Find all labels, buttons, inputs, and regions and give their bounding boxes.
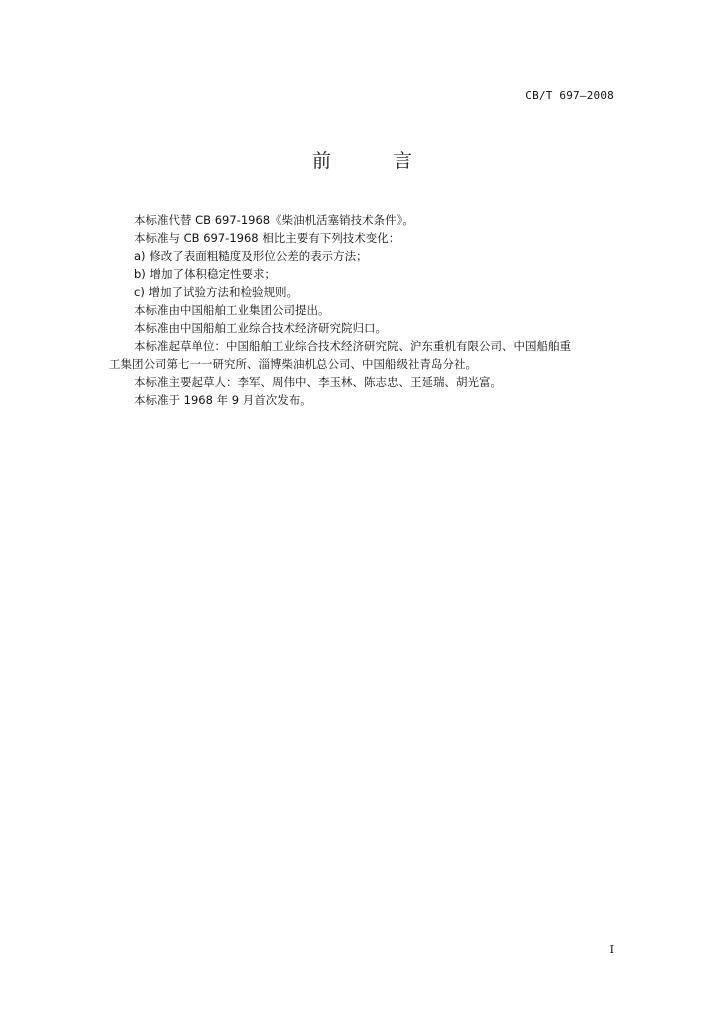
paragraph-drafters: 本标准主要起草人：李军、周伟中、李玉林、陈志忠、王延瑞、胡光富。	[134, 375, 502, 389]
paragraph-administered-by: 本标准由中国船舶工业综合技术经济研究院归口。	[134, 321, 387, 335]
foreword-body	[111, 211, 614, 409]
paragraph-first-release: 本标准于 1968 年 9 月首次发布。	[134, 393, 312, 407]
paragraph-changes-intro: 本标准与 CB 697-1968 相比主要有下列技术变化：	[134, 231, 401, 245]
paragraph-change-b: b) 增加了体积稳定性要求；	[134, 267, 276, 281]
paragraph-drafting-units	[111, 337, 614, 373]
paragraph-change-a: a) 修改了表面粗糙度及形位公差的表示方法；	[134, 249, 368, 263]
paragraph-proposed-by: 本标准由中国船舶工业集团公司提出。	[134, 303, 330, 317]
page-title: 前 言	[311, 150, 441, 172]
paragraph-change-c: c) 增加了试验方法和检验规则。	[134, 285, 298, 299]
page-number: I	[609, 943, 614, 956]
drafting-units-line2: 工集团公司第七一一研究所、淄博柴油机总公司、中国船级社青岛分社。	[109, 357, 477, 371]
standard-code: CB/T 697—2008	[525, 89, 614, 102]
drafting-units-line1: 本标准起草单位：中国船舶工业综合技术经济研究院、沪东重机有限公司、中国船舶重	[134, 339, 571, 353]
paragraph-replaces: 本标准代替 CB 697-1968《柴油机活塞销技术条件》。	[134, 213, 414, 227]
